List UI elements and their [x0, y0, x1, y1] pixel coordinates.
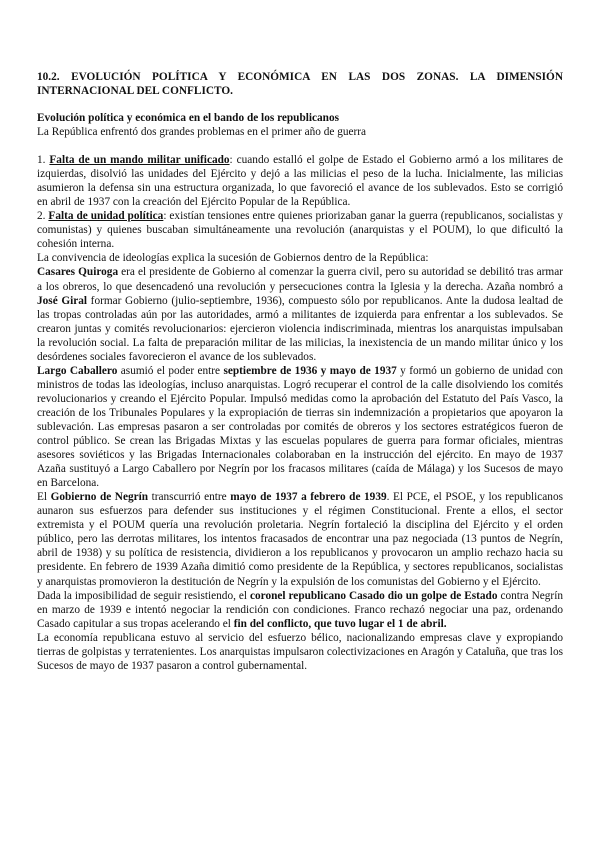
intro-paragraph: La República enfrentó dos grandes problemas en el primer año de guerra: [37, 126, 367, 139]
casado-coup: coronel republicano Casado dio un golpe de Estado: [249, 589, 498, 602]
casares-giral-paragraph: [37, 265, 563, 363]
largo-caballero-name: Largo Caballero: [37, 364, 118, 377]
problem-1-heading: Falta de un mando militar unificado: [49, 154, 230, 167]
giral-text: formar Gobierno (julio-septiembre, 1936), compuesto sólo por republicanos. Ante la dudosa lealtad de las tropas controladas aún por las autoridades, armó a militantes de izquierda para enfrentar a los sublevados. Se crearon juntas y comités revolucionarios: ejercieron violencia indiscriminada, mientras los anarquistas impulsaban la revolución social. La falta de preparación militar de las milicias, la inexistencia de un mando militar único y los desórdenes sociales favorecieron el avance de los sublevados.: [37, 294, 563, 363]
problem-2-text: : existían tensiones entre quienes priorizaban ganar la guerra (republicanos, socialistas y comunistas) y quienes buscaban simultáneamente una revolución (anarquistas y el POUM), lo que dificultó la cohesión interna.: [37, 210, 564, 251]
largo-text-2: y formó un gobierno de unidad con ministros de todas las ideologías, incluso anarquistas. Logró recuperar el control de la calle disolviendo los comités revolucionarios y creando el Ejército Popular. Impulsó medidas como la aprobación del Estatuto del País Vasco, la creación de los Tribunales Populares y la expropiación de tierras sin indemnización a propietarios que apoyaron la sublevación. Las empresas pasaron a ser controladas por comités de obreros y los sectores estratégicos fueron de control público. Se crean las Brigadas Mixtas y las escuelas populares de guerra para formar oficiales, mientras asesores soviéticos y las Brigadas Internacionales colaboraban en la instrucción del ejército. En mayo de 1937 Azaña sustituyó a Largo Caballero por Negrín por los fracasos militares (caída de Málaga) y los Sucesos de mayo en Barcelona.: [37, 364, 563, 490]
casado-text-0: Dada la imposibilidad de seguir resistiendo, el: [37, 589, 250, 602]
negrin-dates: mayo de 1937 a febrero de 1939: [230, 491, 387, 504]
document-page: [37, 70, 563, 673]
largo-caballero-dates: septiembre de 1936 y mayo de 1937: [223, 364, 397, 377]
largo-caballero-paragraph: [37, 364, 563, 490]
problem-1-paragraph: [37, 153, 563, 209]
negrin-text-2: . El PCE, el PSOE, y los republicanos aunaron sus esfuerzos para defender sus instituciones y el régimen Constitucional. Frente a ellos, el sector extremista y el POUM quería una revolución proletaria. Negrín fortaleció la disciplina del Ejército y el orden público, pero las derrotas militares, los intentos fracasados de encontrar una paz negociada (13 puntos de Negrín, abril de 1938) y su política de resistencia, dividieron a los republicanos y provocaron un amplio rechazo hacia su presidente. En febrero de 1939 Azaña dimitió como presidente de la República, y sectores republicanos, socialistas y anarquistas promovieron la destitución de Negrín y la expulsión de los comunistas del Gobierno y el Ejército.: [37, 491, 563, 588]
problem-2-number: 2.: [37, 210, 49, 223]
problem-1-text: : cuando estalló el golpe de Estado el Gobierno armó a los militares de izquierdas, disolvió las unidades del Ejército y dejó a las milicias el peso de la lucha. Inicialmente, las milicias asumieron la defensa sin una estructura organizada, lo que favoreció el avance de los sublevados. Esto se corrigió en abril de 1937 con la creación del Ejército Popular de la República.: [37, 154, 563, 209]
governments-intro: La convivencia de ideologías explica la sucesión de Gobiernos dentro de la República:: [37, 252, 429, 265]
problem-1-number: 1.: [37, 154, 50, 167]
negrin-text-1: transcurrió entre: [148, 491, 231, 504]
negrin-paragraph: [37, 490, 563, 588]
casares-quiroga-name: Casares Quiroga: [37, 266, 119, 279]
negrin-government-name: Gobierno de Negrín: [50, 491, 149, 504]
section-heading: Evolución política y económica en el bando de los republicanos: [37, 112, 340, 124]
problem-2-heading: Falta de unidad política: [48, 210, 164, 223]
problem-2-paragraph: [37, 209, 563, 251]
casado-paragraph: [37, 589, 563, 631]
economy-paragraph: La economía republicana estuvo al servicio del esfuerzo bélico, nacionalizando empresas clave y expropiando tierras de golpistas y terratenientes. Los anarquistas impulsaron colectivizaciones en Aragón y Cataluña, que tras los Sucesos de mayo de 1937 pasaron a control gubernamental.: [37, 631, 563, 672]
largo-text-1: asumió el poder entre: [117, 364, 224, 377]
end-of-conflict: fin del conflicto, que tuvo lugar el 1 de abril.: [233, 617, 447, 630]
casares-text: era el presidente de Gobierno al comenzar la guerra civil, pero su autoridad se debilitó tras armar a los obreros, lo que desencadenó una revolución y persecuciones contra la Iglesia y la derecha. Azaña nombró a: [37, 266, 563, 293]
document-title: 10.2. EVOLUCIÓN POLÍTICA Y ECONÓMICA EN LAS DOS ZONAS. LA DIMENSIÓN INTERNACIONAL DEL CONFLICTO.: [37, 71, 563, 97]
casado-text-1: contra Negrín en marzo de 1939 e intentó negociar la rendición con condiciones. Franco rechazó negociar una paz, ordenando Casado capitular a sus tropas acelerando el: [37, 589, 563, 630]
jose-giral-name: José Giral: [37, 294, 88, 307]
paragraph-gap: [37, 139, 563, 153]
negrin-text-0: El: [37, 491, 51, 504]
